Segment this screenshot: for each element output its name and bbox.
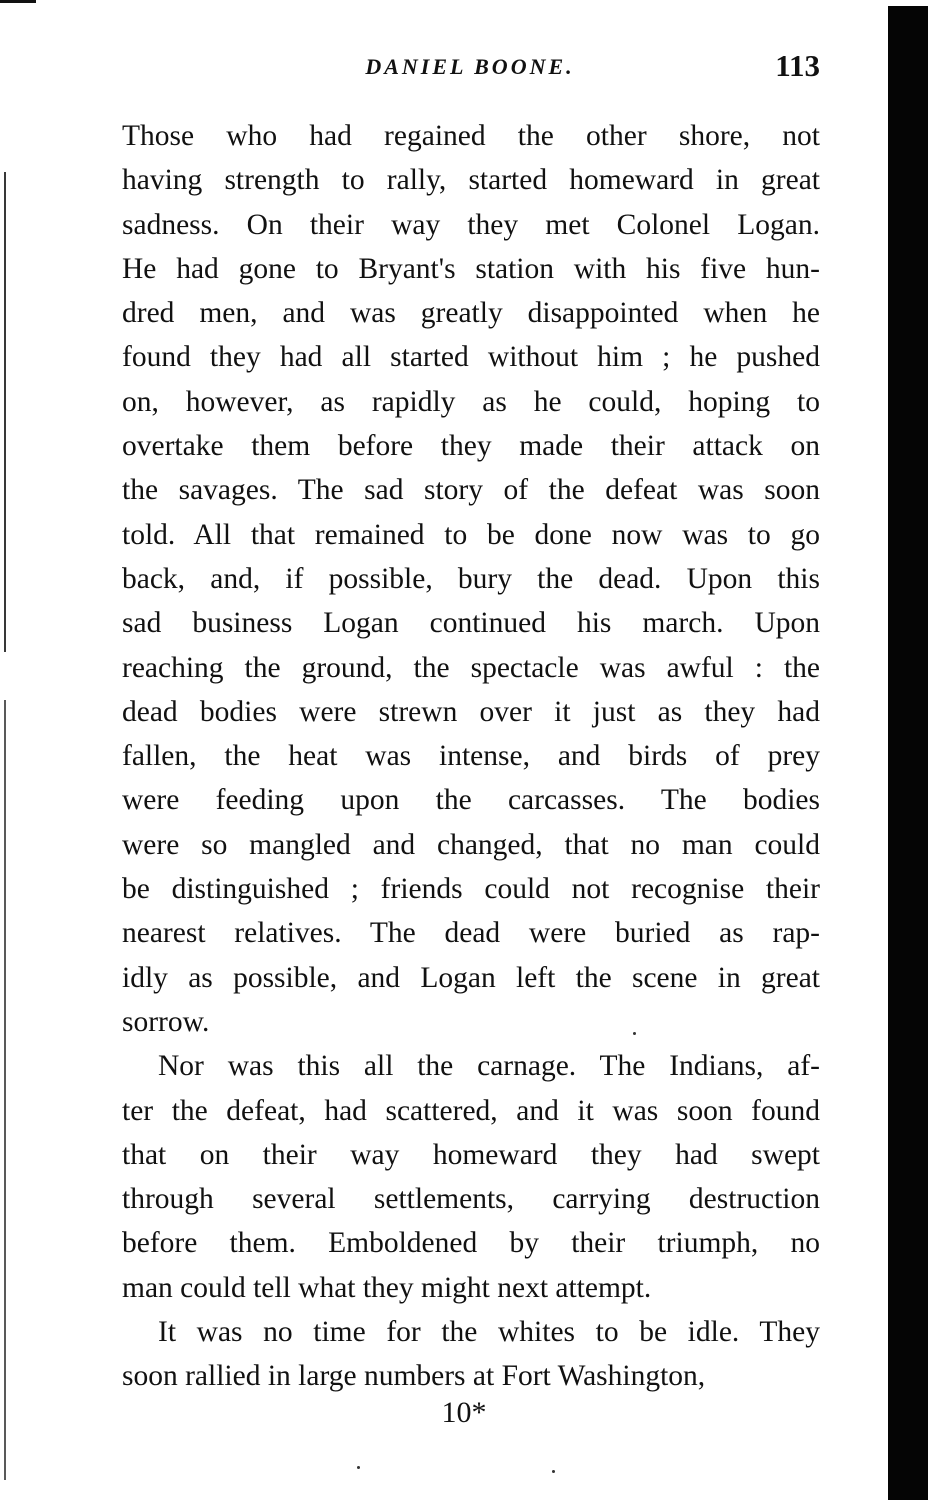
text-line: fallen, the heat was intense, and birds of prey xyxy=(122,740,820,773)
text-line: dead bodies were strewn over it just as they had xyxy=(122,695,820,728)
text-line: reaching the ground, the spectacle was awful : the xyxy=(122,651,820,684)
scan-speck xyxy=(633,1032,636,1035)
text-line: through several settlements, carrying destruction xyxy=(122,1183,820,1216)
text-line: ter the defeat, had scattered, and it was soon found xyxy=(122,1094,820,1127)
text-line: back, and, if possible, bury the dead. Upon this xyxy=(122,562,820,595)
signature-mark: 10* xyxy=(441,1396,487,1429)
text-line: having strength to rally, started homeward in great xyxy=(122,164,820,197)
scan-left-edge-mark xyxy=(4,172,6,652)
text-line: nearest relatives. The dead were buried as rap- xyxy=(122,917,820,950)
text-line: sorrow. xyxy=(122,1005,210,1038)
scan-top-rule xyxy=(0,0,36,3)
text-line: before them. Emboldened by their triumph, no xyxy=(122,1227,820,1260)
text-line: Those who had regained the other shore, not xyxy=(122,120,820,152)
text-line: on, however, as rapidly as he could, hoping to xyxy=(122,385,820,418)
text-line: sad business Logan continued his march. Upon xyxy=(122,607,820,640)
text-line: told. All that remained to be done now was to go xyxy=(122,518,820,551)
text-line: were feeding upon the carcasses. The bodies xyxy=(122,784,820,817)
text-line: overtake them before they made their attack on xyxy=(122,430,820,463)
page-number: 113 xyxy=(775,48,820,83)
text-line: that on their way homeward they had swept xyxy=(122,1138,820,1171)
paragraph xyxy=(122,114,820,1044)
running-title: DANIEL BOONE. xyxy=(365,54,575,79)
text-line: the savages. The sad story of the defeat was soon xyxy=(122,474,820,507)
scan-speck xyxy=(552,1470,555,1473)
text-line: found they had all started without him ; he pushed xyxy=(122,341,820,374)
text-line: He had gone to Bryant's station with his five hun- xyxy=(122,252,820,285)
text-line: dred men, and was greatly disappointed when he xyxy=(122,297,820,330)
text-line: were so mangled and changed, that no man could xyxy=(122,828,820,861)
scan-right-edge-shadow xyxy=(888,6,928,1500)
text-line: idly as possible, and Logan left the scene in great xyxy=(122,961,820,994)
scan-left-edge-mark xyxy=(4,700,6,1480)
paragraph xyxy=(122,1044,820,1310)
text-line: be distinguished ; friends could not recognise their xyxy=(122,873,820,906)
text-line: soon rallied in large numbers at Fort Washington, xyxy=(122,1360,706,1393)
text-line: It was no time for the whites to be idle. They xyxy=(158,1316,820,1349)
text-line: sadness. On their way they met Colonel Logan. xyxy=(122,208,820,241)
text-line: man could tell what they might next attempt. xyxy=(122,1271,652,1304)
text-line: Nor was this all the carnage. The Indians, af- xyxy=(158,1050,820,1083)
paragraph xyxy=(122,1310,820,1399)
scan-speck xyxy=(357,1466,360,1469)
body-text xyxy=(122,114,820,1399)
page-header xyxy=(120,48,820,88)
